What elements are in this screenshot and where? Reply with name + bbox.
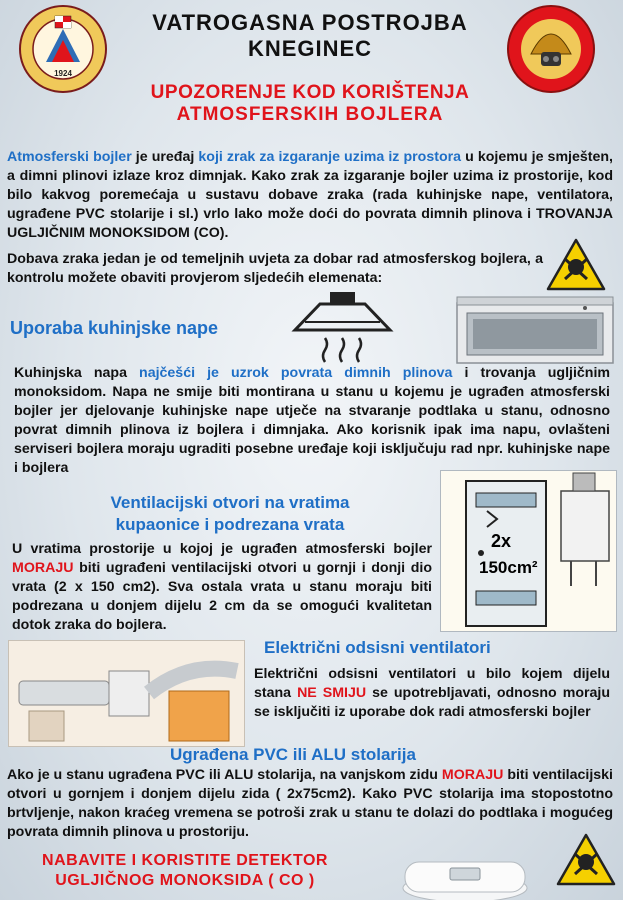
pvc-must: MORAJU <box>441 767 504 783</box>
ventilated-door-illustration <box>440 470 617 632</box>
pvc-text-b: biti ventilacijski otvori u gornjem i donjem dijelu zida ( 2x75cm2). Kako PVC stolarija ima stopostotno brtvljenje, nakon kraćeg vremena se potroši zrak u stanu te dolazi do podtlaka i mogućeg povrata dimnih plinova u prostoriju. <box>7 767 613 840</box>
toxic-warning-icon <box>555 832 617 888</box>
section-heading-pvc-windows: Ugrađena PVC ili ALU stolarija <box>170 745 416 764</box>
ventilation-text-a: U vratima prostorije u kojoj je ugrađen atmosferski bojler <box>12 541 432 557</box>
organization-name-line2: KNEGINEC <box>247 36 373 61</box>
intro-paragraph <box>7 148 613 243</box>
kitchen-hood-text-b: i trovanja ugljičnim monoksidom. Napa ne smije biti montirana u stanu u kojemu je ugrađen atmosferski bojler jer djelovanje kuhinjske nape utječe na stvaranje podtlaka u stanu, odnosno povrat dimnih plinova iz bojlera i dimnjaka. Ako korisnik ipak ima napu, ovlašteni serviseri bojlera moraju ugraditi posebne uređaje koji isključuju rad npr. kuhinjske nape i bojlera <box>14 365 611 476</box>
footer-callout-line1: NABAVITE I KORISTITE DETEKTOR <box>42 852 328 869</box>
intro-highlight: koji zrak za izgaranje uzima iz prostora <box>198 149 462 165</box>
electric-fans-paragraph <box>254 665 610 722</box>
kitchen-hood-text-a: Kuhinjska napa <box>14 365 140 381</box>
logo-year: 1924 <box>54 69 72 78</box>
range-hood-icon <box>290 290 395 365</box>
intro-term: Atmosferski bojler <box>7 149 132 165</box>
organization-name-line1: VATROGASNA POSTROJBA <box>152 10 468 35</box>
pvc-text-a: Ako je u stanu ugrađena PVC ili ALU stolarija, na vanjskom zidu <box>7 767 442 783</box>
electric-fans-must-not: NE SMIJU <box>297 685 367 701</box>
fire-brigade-logo-icon <box>8 4 118 94</box>
section-heading-ventilation-line2: kupaonice i podrezana vrata <box>115 515 345 534</box>
section-heading-kitchen-hood: Uporaba kuhinjske nape <box>10 318 219 338</box>
section-heading-ventilation-line1: Ventilacijski otvori na vratima <box>110 493 350 512</box>
co-detector-icon <box>400 842 530 900</box>
electric-fans-text-a: Električni odsisni ventilatori u bilo kojem dijelu stana <box>254 666 610 701</box>
ventilation-must: MORAJU <box>12 560 74 576</box>
footer-callout-line2: UGLJIČNOG MONOKSIDA ( CO ) <box>55 872 315 889</box>
firefighter-emblem-icon <box>496 4 606 94</box>
intro-text-b: u kojemu je smješten, a dimni plinovi izlaze kroz dimnjak. Kako zrak za izgaranje bojler uzima iz prostorije, kod bilo kakvog poremećaja u sustavu dobave zraka (rada kuhinjske nape, ventilatora, ugrađene PVC stolarije i sl.) vrlo lako može doći do povrata dimnih plinova i TROVANJA UGLJIČNIM MONOKSIDOM (CO). <box>7 149 613 241</box>
stove-icon <box>455 295 615 365</box>
exhaust-fan-illustration <box>8 640 245 747</box>
ventilation-paragraph <box>12 540 432 635</box>
door-label-count: 2x <box>491 531 512 551</box>
door-label-area: 150cm² <box>479 558 538 577</box>
kitchen-hood-paragraph <box>14 364 610 478</box>
air-supply-paragraph: Dobava zraka jedan je od temeljnih uvjeta za dobar rad atmosferskog bojlera, a kontrolu možete obaviti provjerom sljedećih elemenata: <box>7 251 543 286</box>
ventilation-text-b: biti ugrađeni ventilacijski otvori u gornji i donji dio vrata (2 x 150 cm2). Sva ostala vrata u stanu moraju biti podrezana u donjem dijelu 2 cm da se omogući kvalitetan dotok zraka do bojlera. <box>12 560 432 633</box>
section-heading-electric-fans: Električni odsisni ventilatori <box>264 638 491 657</box>
page-title-line2: ATMOSFERSKIH BOJLERA <box>176 104 444 125</box>
intro-text-a: je uređaj <box>131 149 199 165</box>
kitchen-hood-highlight: najčešći je uzrok povrata dimnih plinova <box>139 365 453 381</box>
page-title-line1: UPOZORENJE KOD KORIŠTENJA <box>150 82 470 103</box>
toxic-warning-icon <box>545 237 607 293</box>
pvc-windows-paragraph <box>7 766 613 842</box>
electric-fans-text-b: se upotrebljavati, odnosno moraju se isključiti iz uporabe dok radi atmosferski bojler <box>254 685 611 720</box>
